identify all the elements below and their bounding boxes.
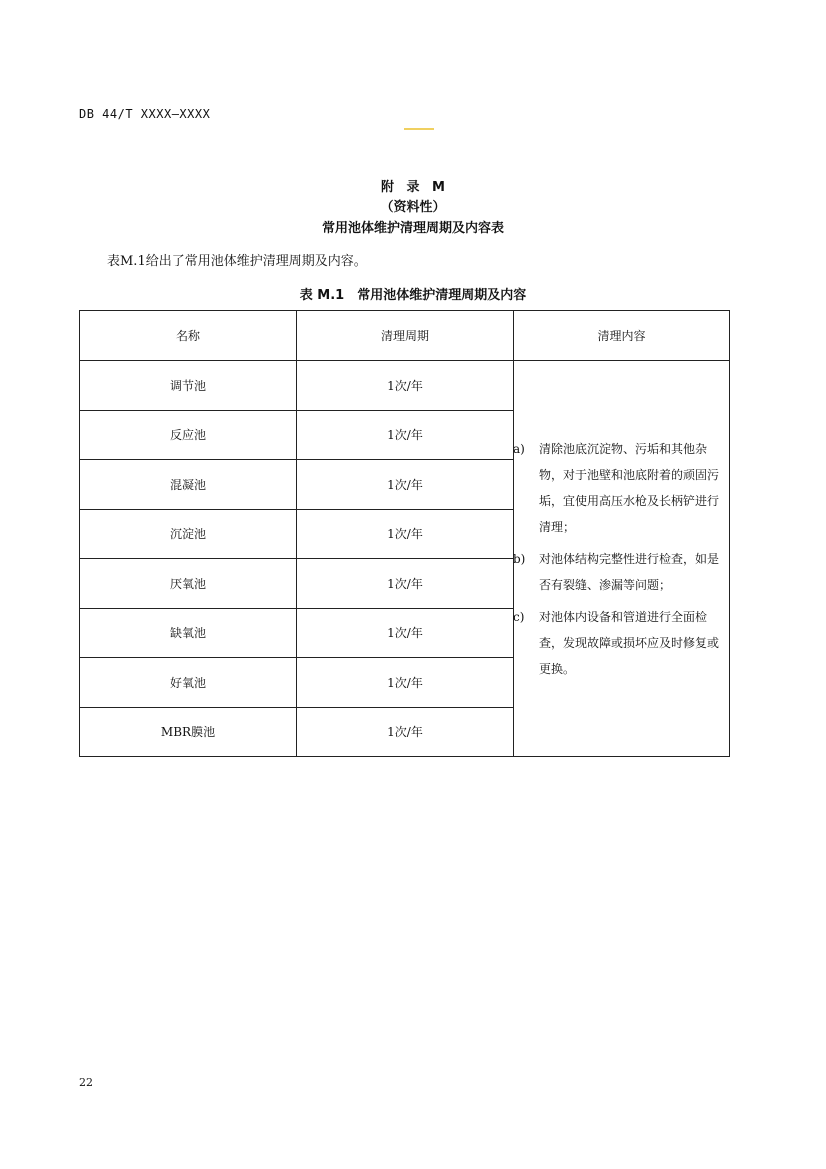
cell-name: 沉淀池 bbox=[80, 509, 297, 559]
cell-period: 1次/年 bbox=[297, 460, 514, 510]
header-content: 清理内容 bbox=[514, 311, 730, 361]
cell-period: 1次/年 bbox=[297, 658, 514, 708]
content-item bbox=[514, 604, 729, 682]
item-text: 清除池底沉淀物、污垢和其他杂物，对于池壁和池底附着的顽固污垢，宜使用高压水枪及长柄铲进行清理； bbox=[539, 441, 720, 534]
appendix-name: 常用池体维护清理周期及内容表 bbox=[321, 221, 504, 236]
cell-period: 1次/年 bbox=[297, 509, 514, 559]
cell-name: 好氧池 bbox=[80, 658, 297, 708]
item-text: 对池体内设备和管道进行全面检查，发现故障或损坏应及时修复或更换。 bbox=[539, 609, 720, 676]
cell-period: 1次/年 bbox=[297, 608, 514, 658]
header-decoration bbox=[404, 128, 434, 130]
cell-name: 反应池 bbox=[80, 410, 297, 460]
table-row bbox=[80, 361, 730, 411]
content-item bbox=[514, 546, 729, 598]
appendix-title: 附 录 M bbox=[381, 180, 445, 195]
cell-period: 1次/年 bbox=[297, 707, 514, 757]
cell-name: 缺氧池 bbox=[80, 608, 297, 658]
page-number: 22 bbox=[79, 1076, 93, 1089]
cell-period: 1次/年 bbox=[297, 410, 514, 460]
item-text: 对池体结构完整性进行检查，如是否有裂缝、渗漏等问题； bbox=[539, 551, 720, 592]
item-marker: b) bbox=[513, 551, 526, 566]
item-marker: c) bbox=[513, 609, 525, 624]
header-period: 清理周期 bbox=[297, 311, 514, 361]
cell-content bbox=[514, 361, 730, 757]
maintenance-table bbox=[79, 310, 730, 757]
cell-name: MBR膜池 bbox=[80, 707, 297, 757]
table-caption: 表 M.1 常用池体维护清理周期及内容 bbox=[299, 288, 527, 303]
cell-period: 1次/年 bbox=[297, 559, 514, 609]
header-name: 名称 bbox=[80, 311, 297, 361]
cell-name: 调节池 bbox=[80, 361, 297, 411]
appendix-type: （资料性） bbox=[380, 200, 446, 215]
table-header-row bbox=[80, 311, 730, 361]
content-item bbox=[514, 436, 729, 540]
cell-name: 厌氧池 bbox=[80, 559, 297, 609]
cell-name: 混凝池 bbox=[80, 460, 297, 510]
cell-period: 1次/年 bbox=[297, 361, 514, 411]
document-id: DB 44/T XXXX—XXXX bbox=[79, 107, 211, 121]
intro-paragraph: 表M.1给出了常用池体维护清理周期及内容。 bbox=[107, 254, 367, 269]
item-marker: a) bbox=[513, 441, 525, 456]
